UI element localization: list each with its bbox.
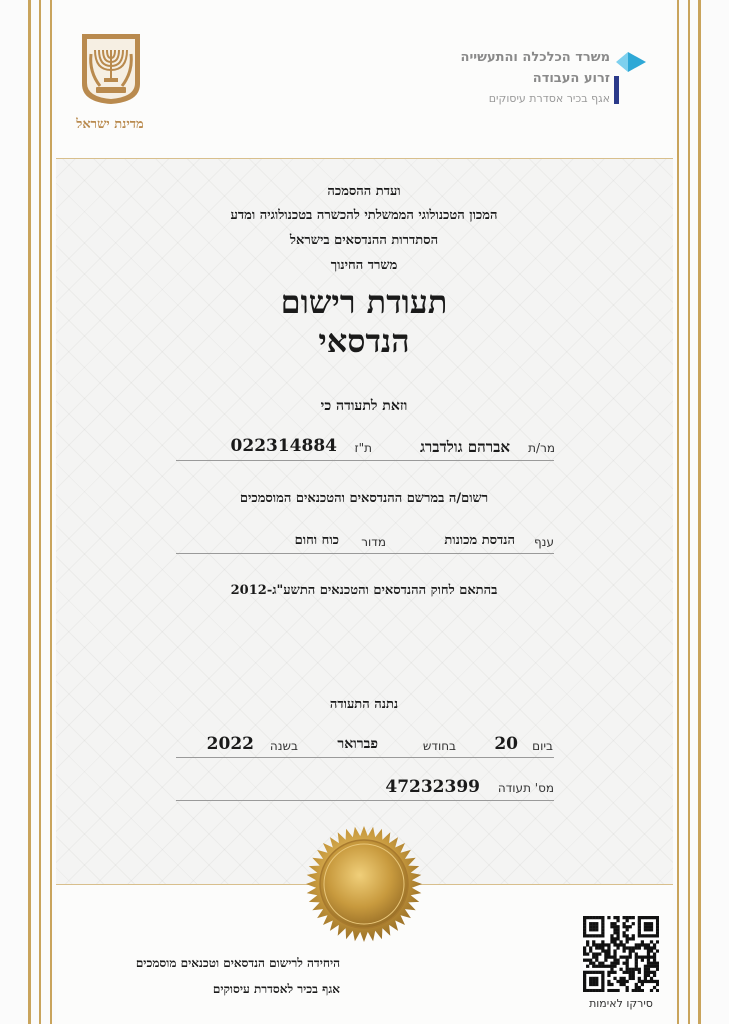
border-right-inner: [677, 0, 679, 1024]
day-label: ביום: [532, 739, 553, 753]
ministry-title: משרד הכלכלה והתעשייה: [460, 50, 610, 65]
unit-name-line1: היחידה לרישום הנדסאים וטכנאים מוסמכים: [135, 956, 340, 970]
committee-name: ועדת ההסמכה: [327, 184, 401, 199]
cert-number-value: 47232399: [385, 777, 480, 797]
border-left-inner: [50, 0, 52, 1024]
qr-caption: סירקו לאימות: [589, 997, 653, 1010]
year-label: בשנה: [269, 739, 298, 753]
cert-number-label: מס' תעודה: [497, 781, 554, 795]
cert-number-line: [176, 800, 554, 801]
issue-heading: נתנה התעודה: [329, 697, 399, 712]
association-name: הסתדרות ההנדסאים בישראל: [289, 233, 439, 248]
track-label: מדור: [361, 535, 386, 549]
gold-seal-icon: [304, 824, 424, 944]
id-number: 022314884: [230, 436, 337, 456]
month-value: פברואר: [337, 736, 378, 752]
track-value: כוח וחום: [294, 533, 339, 548]
certificate-title-line2: הנדסאי: [318, 322, 410, 360]
day-value: 20: [494, 734, 518, 754]
year-value: 2022: [206, 734, 254, 754]
ministry-education: משרד החינוך: [330, 258, 398, 273]
ministry-subtitle: זרוע העבודה: [532, 71, 610, 86]
border-right-mid: [688, 0, 690, 1024]
certify-text: וזאת לתעודה כי: [320, 398, 408, 414]
border-left-outer: [28, 0, 31, 1024]
institute-name: המכון הטכנולוגי הממשלתי להכשרה בטכנולוגיה ומדע: [230, 208, 498, 223]
emblem-caption: מדינת ישראל: [76, 117, 144, 132]
name-row-line: [176, 460, 554, 461]
ministry-department: אגף בכיר אסדרת עיסוקים: [488, 92, 610, 105]
registered-text: רשום/ה במרשם ההנדסאים והטכנאים המוסמכים: [239, 491, 489, 506]
state-emblem-icon: [78, 32, 144, 106]
holder-name: אברהם גולדברג: [419, 438, 510, 456]
certificate-title-line1: תעודת רישום: [280, 283, 448, 321]
unit-name-line2: אגף בכיר לאסדרת עיסוקים: [212, 982, 340, 996]
branch-row-line: [176, 553, 554, 554]
month-label: בחודש: [422, 739, 456, 753]
law-text: בהתאם לחוק ההנדסאים והטכנאים התשע"ג-2012: [230, 583, 498, 598]
branch-label: ענף: [534, 535, 554, 549]
ministry-logo-icon: [612, 50, 648, 106]
border-left-mid: [39, 0, 41, 1024]
header-divider: [56, 158, 673, 159]
date-row-line: [176, 757, 554, 758]
verification-qr-code[interactable]: [583, 916, 659, 992]
border-right-outer: [698, 0, 701, 1024]
name-label: מר/ת: [528, 441, 555, 455]
id-label: ת"ז: [354, 441, 372, 455]
branch-value: הנדסת מכונות: [444, 533, 515, 548]
